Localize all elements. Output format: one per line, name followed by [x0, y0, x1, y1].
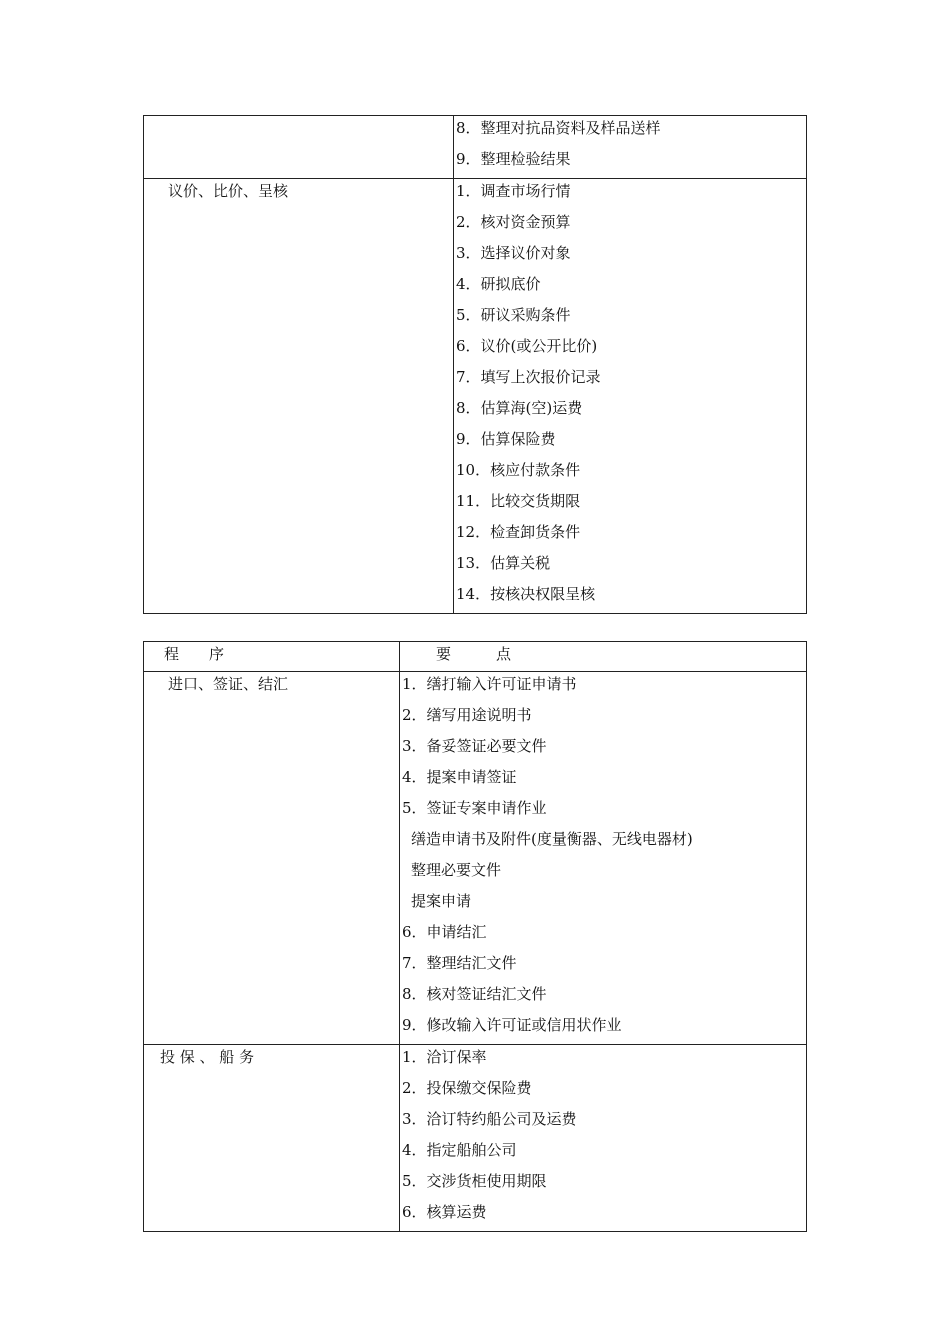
list-item: 1．调查市场行情	[456, 182, 571, 200]
key-points-cell	[400, 672, 807, 1045]
list-item: 3．备妥签证必要文件	[402, 737, 547, 755]
key-points-cell	[454, 179, 807, 614]
header-procedure	[144, 642, 400, 672]
procedure-cell	[144, 1045, 400, 1232]
header-procedure-label: 程 序	[164, 645, 225, 663]
list-item: 8．估算海(空)运费	[456, 399, 583, 417]
list-subitem: 提案申请	[411, 892, 472, 910]
procedure-cell	[144, 116, 454, 179]
list-item: 4．指定船舶公司	[402, 1141, 517, 1159]
list-item: 6．申请结汇	[402, 923, 487, 941]
list-item: 14．按核决权限呈核	[456, 585, 596, 603]
procedure-label	[168, 116, 453, 147]
list-item: 11．比较交货期限	[456, 492, 581, 510]
table-row	[144, 672, 807, 1045]
list-item: 5．签证专案申请作业	[402, 799, 547, 817]
list-item: 1．洽订保率	[402, 1048, 487, 1066]
list-item: 9．整理检验结果	[456, 150, 571, 168]
procedure-label: 议价、比价、呈核	[168, 182, 289, 200]
list-item: 10．核应付款条件	[456, 461, 581, 479]
procurement-table-part1	[143, 115, 807, 614]
table-row	[144, 116, 807, 179]
list-item: 2．核对资金预算	[456, 213, 571, 231]
list-item: 6．议价(或公开比价)	[456, 337, 598, 355]
list-item: 9．修改输入许可证或信用状作业	[402, 1016, 622, 1034]
list-item: 4．研拟底价	[456, 275, 541, 293]
list-item: 6．核算运费	[402, 1203, 487, 1221]
table-row	[144, 179, 807, 614]
list-item: 7．整理结汇文件	[402, 954, 517, 972]
list-item: 9．估算保险费	[456, 430, 556, 448]
list-item: 4．提案申请签证	[402, 768, 517, 786]
list-subitem: 缮造申请书及附件(度量衡器、无线电器材)	[411, 830, 693, 848]
procedure-cell	[144, 672, 400, 1045]
table-header-row	[144, 642, 807, 672]
header-key-points-label: 要 点	[436, 645, 512, 663]
key-points-cell	[454, 116, 807, 179]
header-key-points	[400, 642, 807, 672]
list-subitem: 整理必要文件	[411, 861, 502, 879]
procurement-table-part2	[143, 641, 807, 1232]
procedure-label: 投 保 、 船 务	[160, 1048, 255, 1066]
list-item: 3．选择议价对象	[456, 244, 571, 262]
list-item: 2．缮写用途说明书	[402, 706, 532, 724]
table-row	[144, 1045, 807, 1232]
list-item: 2．投保缴交保险费	[402, 1079, 532, 1097]
list-item: 5．交涉货柜使用期限	[402, 1172, 547, 1190]
list-item: 3．洽订特约船公司及运费	[402, 1110, 577, 1128]
list-item: 1．缮打输入许可证申请书	[402, 675, 577, 693]
list-item: 8．整理对抗品资料及样品送样	[456, 119, 661, 137]
list-item: 12．检查卸货条件	[456, 523, 581, 541]
key-points-cell	[400, 1045, 807, 1232]
list-item: 8．核对签证结汇文件	[402, 985, 547, 1003]
list-item: 5．研议采购条件	[456, 306, 571, 324]
procedure-cell	[144, 179, 454, 614]
list-item: 13．估算关税	[456, 554, 551, 572]
procedure-label: 进口、签证、结汇	[168, 675, 289, 693]
list-item: 7．填写上次报价记录	[456, 368, 601, 386]
